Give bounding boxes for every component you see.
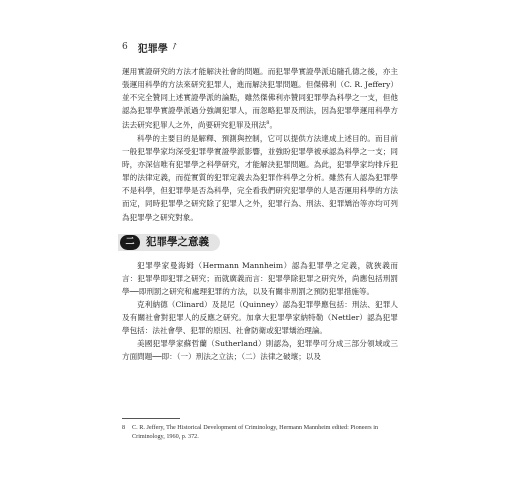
section-number: 二	[120, 235, 140, 250]
flourish-icon: ↗	[168, 40, 181, 54]
paragraph-5: 美國犯罪學家蘇哲蘭（Sutherland）則認為，犯罪學可分成三部分領域或三方面問題──即：（一）刑法之立法；（二）法律之破壞；以及	[122, 339, 398, 362]
page-number: 6	[122, 42, 128, 52]
page-body	[122, 65, 398, 363]
paragraph-3: 犯罪學家曼海姆（Hermann Mannheim）認為犯罪學之定義，就狹義而言：犯罪學即犯罪之研究；而就廣義而言：犯罪學除犯罪之研究外，尚應包括刑罰學──即刑罰之研究和處理犯罪的方法，以及有關非刑罰之預防犯罪措施等。	[122, 260, 398, 296]
paragraph-4: 克利納德（Clinard）及昆尼（Quinney）認為犯罪學應包括：刑法、犯罪人及有關社會對犯罪人的反應之研究。加拿大犯罪學家納特勒（Nettler）認為犯罪學包括：法社會學、犯罪的原因、社會防衛或犯罪矯治理論。	[122, 299, 398, 336]
footnote-text-cont: Criminology, 1960, p. 372.	[132, 433, 199, 440]
running-header	[122, 40, 181, 55]
section-title: 犯罪學之意義	[146, 235, 209, 248]
paragraph-2: 科學的主要目的是解釋、預測與控制，它可以提供方法達成上述目的。而目前一般犯罪學家均深受犯罪學實證學派影響，並強盼犯罪學被承認為科學之一支；同時，亦深信唯有犯罪學之科學研究，才能解決犯罪問題。為此，犯罪學家均排斥犯罪的法律定義，而從實質的犯罪定義去為犯罪作科學之分析。雖然有人認為犯罪學不是科學，但犯罪學是否為科學，完全看我們研究犯罪學的人是否運用科學的方法而定，同時犯罪學之研究除了犯罪人之外，犯罪行為、刑法、犯罪矯治等亦均可列為犯罪學之研究對象。	[122, 134, 398, 222]
footnote-ref: 8	[266, 120, 270, 127]
footnote-text: C. R. Jeffery, The Historical Development of Criminology, Hermann Mannheim edited: Pioneers in	[132, 424, 379, 431]
footnote	[122, 423, 398, 441]
footnote-rule	[122, 418, 180, 419]
section-heading	[122, 234, 398, 251]
footnote-mark: 8	[122, 424, 126, 431]
paragraph-1: 運用實證研究的方法才能解決社會的問題。而犯罪學實證學派追隨孔德之後，亦主張運用科學的方法來研究犯罪人，進而解決犯罪問題。但傑佛利（C. R. Jeffery）並不完全贊同上述實證學派的論點，雖然傑佛利亦贊同犯罪學為科學之一支，但他認為犯罪學實證學派過分強調犯罪人，而忽略犯罪及刑法，因為犯罪學運用科學方法去研究犯罪人之外，尚要研究犯罪及刑法$^8$。	[122, 67, 398, 130]
running-title: 犯罪學	[137, 43, 168, 55]
